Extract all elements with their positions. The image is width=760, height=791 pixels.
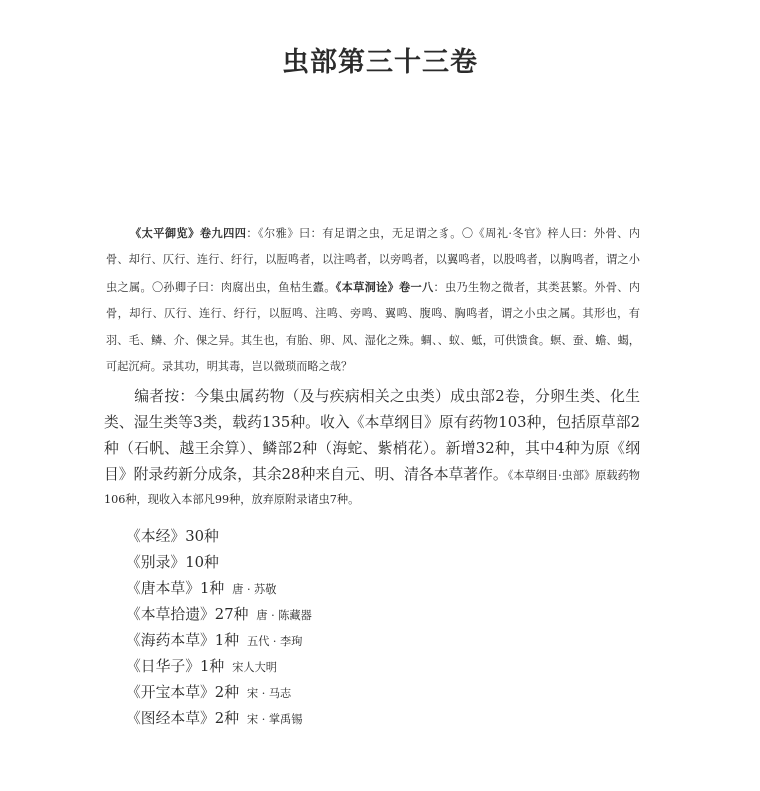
editor-note bbox=[104, 384, 640, 507]
source-item bbox=[126, 549, 312, 575]
source-title: 《唐本草》1种 bbox=[126, 580, 225, 597]
source-item bbox=[126, 627, 312, 653]
source-author: 五代 · 李珣 bbox=[247, 635, 303, 648]
editor-note-main: 编者按：今集虫属药物（及与疾病相关之虫类）成虫部2卷，分卵生类、化生类、湿生类等3类，载药135种。收入《本草纲目》原有药物103种，包括原草部2种（石帆、越王余算）、鳞部2种（海蛇、紫梢花）。新增32种，其中4种为原《纲目》附录药新分成条，其余28种来自元、明、清各本草著作。 bbox=[104, 388, 640, 483]
source-item bbox=[126, 679, 312, 705]
quote-text-1: ：《尔雅》曰：有足谓之虫，无足谓之豸。〇《周礼·冬官》梓人曰：外骨、内骨、却行、仄行、连行、纡行，以脰鸣者，以注鸣者，以旁鸣者，以翼鸣者，以股鸣者，以胸鸣者，谓之小虫之属。〇孙卿子曰：肉腐出虫，鱼枯生蠹。 bbox=[106, 227, 640, 294]
page-title: 虫部第三十三卷 bbox=[282, 47, 478, 78]
quote-text-2: ：虫乃生物之微者，其类甚繁。外骨、内骨，却行、仄行、连行、纡行，以脰鸣、注鸣、旁鸣、翼鸣、腹鸣、胸鸣者，谓之小虫之属。其形也，有羽、毛、鳞、介、倮之异。其生也，有胎、卵、风、湿化之殊。蜩、、蚁、蚳，可供馈食。螟、蚕、蟾、蝎，可起沉疴。录其功，明其毒，岂以微琐而略之哉？ bbox=[106, 280, 640, 374]
source-title: 《图经本草》2种 bbox=[126, 710, 239, 727]
source-title: 《本经》30种 bbox=[126, 528, 219, 545]
book-ref-bencao-dongquan: 《本草洞诠》卷一八 bbox=[335, 279, 434, 294]
source-item bbox=[126, 705, 312, 731]
source-title: 《别录》10种 bbox=[126, 554, 219, 571]
source-item bbox=[126, 523, 312, 549]
source-item bbox=[126, 575, 312, 601]
source-title: 《本草拾遗》27种 bbox=[126, 606, 249, 623]
source-title: 《海药本草》1种 bbox=[126, 632, 239, 649]
quote-block bbox=[106, 220, 640, 380]
source-item bbox=[126, 653, 312, 679]
book-ref-taiping-yulan: 《太平御览》卷九四四 bbox=[130, 226, 247, 240]
source-item bbox=[126, 601, 312, 627]
source-author: 唐 · 陈藏器 bbox=[256, 609, 312, 622]
source-title: 《日华子》1种 bbox=[126, 658, 225, 675]
source-author: 宋 · 马志 bbox=[247, 687, 292, 700]
editor-note-small: 《本草纲目·虫部》原载药物106种，现收入本部凡99种，放弃原附录诸虫7种。 bbox=[104, 469, 640, 506]
source-author: 宋人大明 bbox=[232, 661, 277, 674]
source-list bbox=[126, 523, 312, 731]
source-author: 宋 · 掌禹锡 bbox=[247, 713, 303, 726]
source-title: 《开宝本草》2种 bbox=[126, 684, 239, 701]
source-author: 唐 · 苏敬 bbox=[232, 583, 277, 596]
